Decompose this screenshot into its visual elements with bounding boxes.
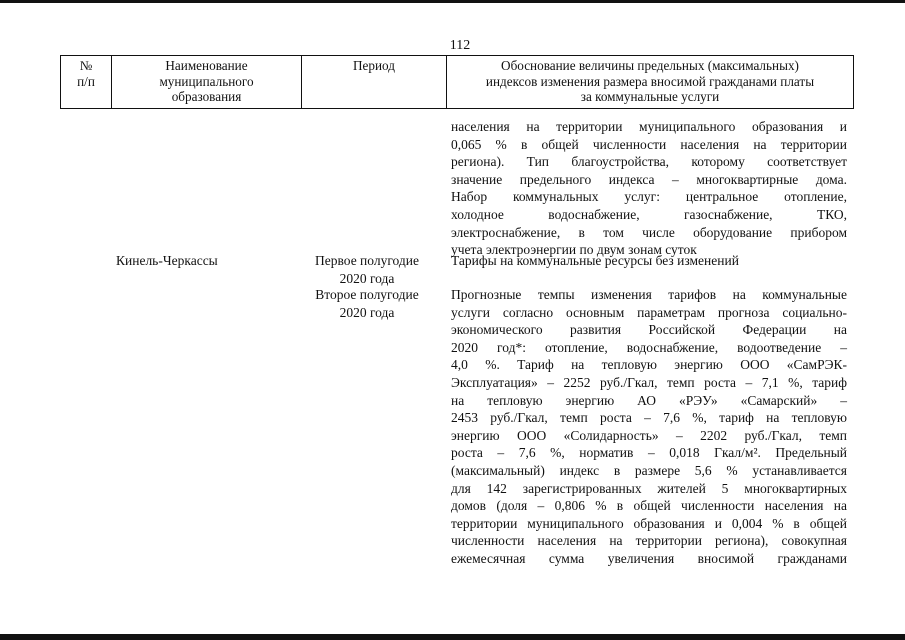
justification-second-half: Прогнозные темпы изменения тарифов на коммунальные услуги согласно основным параметрам прогноза социально- экономического развития Российской Федерации на 2020 год*: отопление, водоснабжение, водоотведение – 4,0 %. Тариф на тепловую энергию ООО «СамРЭК- Эксплуатация» – 2252 руб./Гкал, темп роста – 7,1 %, тариф на тепловую энергию АО «РЭУ» «Самарский» – 2453 руб./Гкал, темп роста – 7,6 %, тариф на тепловую энергию ООО «Солидарность» – 2202 руб./Гкал, темп роста – 7,6 %, норматив – 0,018 Гкал/м². Предельный (максимальный) индекс в размере 5,6 % устанавливается для 142 зарегистрированных жителей 5 многоквартирных домов (доля – 0,806 % в общей численности населения на территории муниципального образования и 0,004 % в общей численности населения на территории региона), совокупная ежемесячная сумма увеличения вносимой гражданами — [451, 287, 847, 566]
justification-continuation: населения на территории муниципального образования и 0,065 % в общей численности населения на территории региона). Тип благоустройства, которому соответствует значение предельного индекса – многоквартирные дома. Набор коммунальных услуг: центральное отопление, холодное водоснабжение, газоснабжение, ТКО, электроснабжение, в том числе оборудование прибором учета электроэнергии по двум зонам суток — [451, 119, 847, 258]
period-second-half: Второе полугодие 2020 года — [315, 287, 419, 320]
header-col-municipality: Наименование муниципального образования — [112, 56, 302, 109]
header-col-period: Период — [302, 56, 447, 109]
page-number: 112 — [449, 38, 471, 53]
municipality-name: Кинель-Черкассы — [116, 253, 218, 268]
scan-top-border — [0, 0, 905, 3]
justification-first-half: Тарифы на коммунальные ресурсы без изменений — [451, 253, 739, 268]
scan-bottom-border — [0, 634, 905, 640]
header-col-justification: Обоснование величины предельных (максимальных) индексов изменения размера вносимой гражданами платы за коммунальные услуги — [447, 56, 854, 109]
period-first-half: Первое полугодие 2020 года — [315, 253, 419, 286]
table-header — [60, 55, 854, 109]
header-col-number: № п/п — [61, 56, 112, 109]
